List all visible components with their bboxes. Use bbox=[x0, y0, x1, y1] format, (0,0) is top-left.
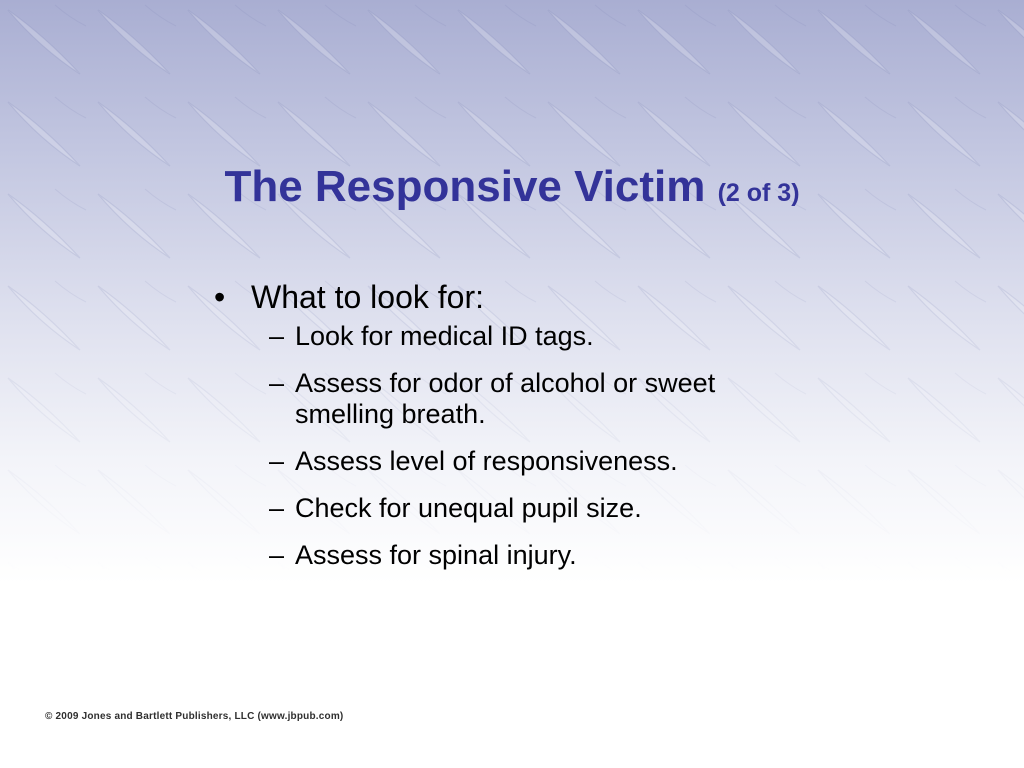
sub-bullet-item bbox=[214, 368, 854, 430]
dash-marker: – bbox=[269, 446, 285, 476]
dash-marker: – bbox=[269, 368, 285, 398]
dash-marker: – bbox=[269, 493, 285, 523]
title-text: The Responsive Victim bbox=[224, 162, 706, 211]
slide-title bbox=[0, 160, 1024, 220]
sub-bullet-text: Assess level of responsiveness. bbox=[295, 446, 678, 476]
sub-bullet-text: Assess for odor of alcohol or sweet smelling breath. bbox=[295, 368, 716, 429]
bullet-item bbox=[214, 275, 854, 319]
sub-bullet-text: Assess for spinal injury. bbox=[295, 540, 577, 570]
sub-bullet-item bbox=[214, 321, 854, 352]
dash-marker: – bbox=[269, 321, 285, 351]
bullet-text: What to look for: bbox=[251, 279, 484, 315]
sub-bullet-text: Look for medical ID tags. bbox=[295, 321, 594, 351]
bullet-marker: • bbox=[214, 279, 226, 315]
sub-bullet-item bbox=[214, 493, 854, 524]
copyright-footer: © 2009 Jones and Bartlett Publishers, LLC (www.jbpub.com) bbox=[45, 711, 344, 722]
slide-body bbox=[214, 275, 854, 587]
title-suffix: (2 of 3) bbox=[717, 179, 800, 207]
dash-marker: – bbox=[269, 540, 285, 570]
sub-bullet-item bbox=[214, 540, 854, 571]
sub-bullet-item bbox=[214, 446, 854, 477]
sub-bullet-list bbox=[214, 321, 854, 571]
sub-bullet-text: Check for unequal pupil size. bbox=[295, 493, 642, 523]
